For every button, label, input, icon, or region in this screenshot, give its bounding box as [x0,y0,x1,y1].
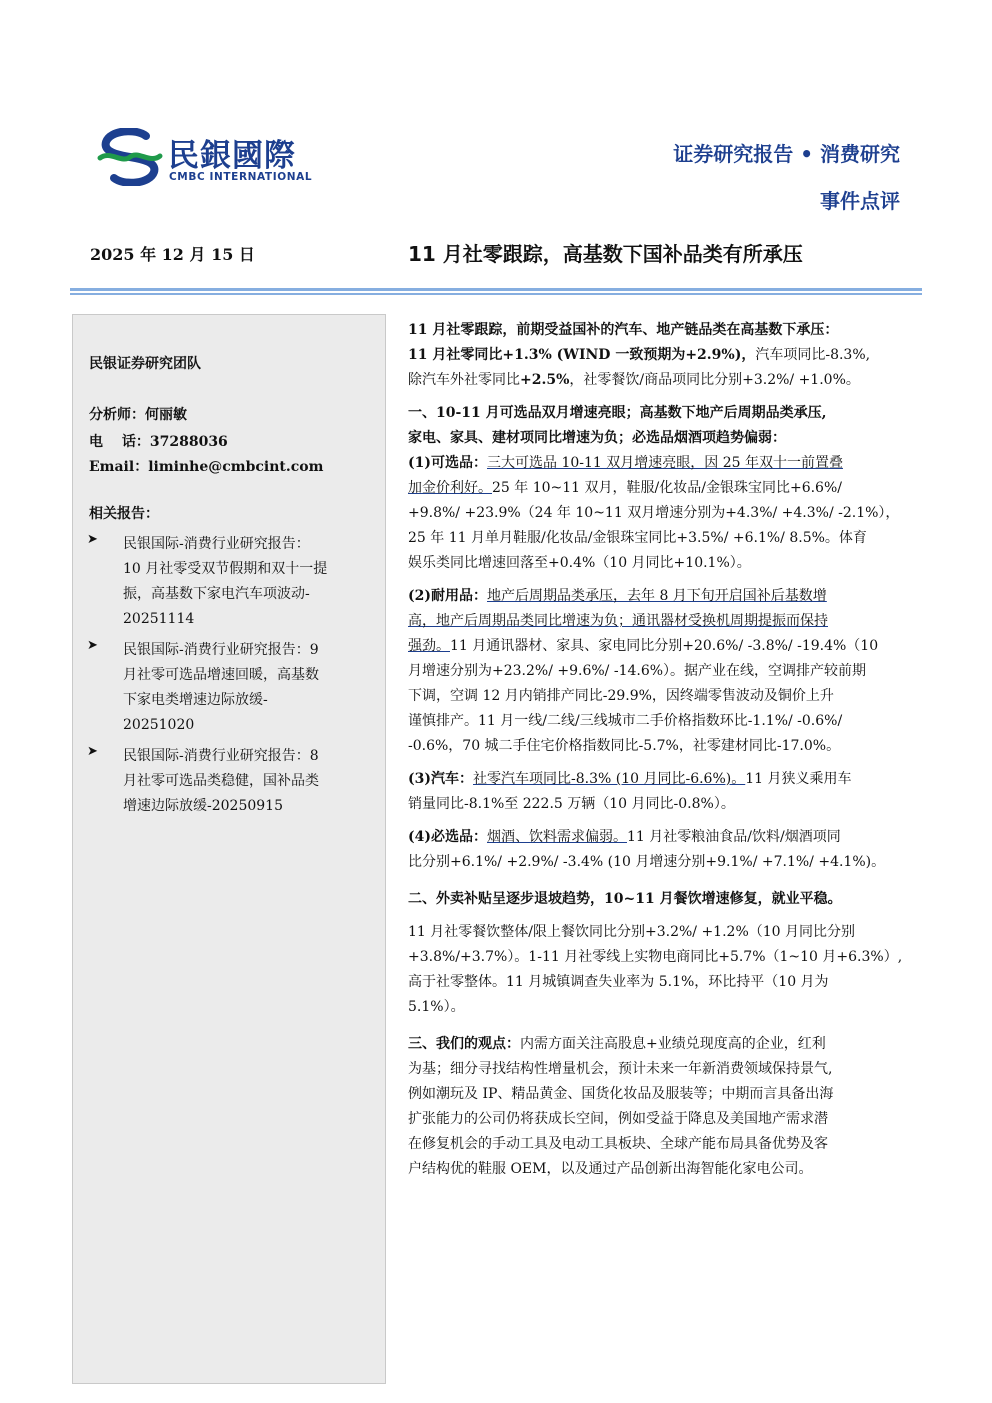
item-text: 娱乐类同比增速回落至+0.4%（10 月同比+10.1%）。 [408,555,751,571]
arrow-bullet-icon: ➤ [87,638,98,653]
item-label: (4)必选品： [408,829,487,845]
related-reports-heading: 相关报告： [89,506,159,522]
item-summary: 强劲。 [408,638,450,654]
related-report-line: 下家电类增速边际放缓- [123,692,268,708]
item-text: 11 月社零粮油食品/饮料/烟酒项同 [627,829,841,845]
section-text: 5.1%）。 [408,999,465,1015]
report-subtype: 事件点评 [820,189,900,213]
intro-line: 11 月社零跟踪，前期受益国补的汽车、地产链品类在高基数下承压： [408,322,839,338]
related-report-line: 增速边际放缓-20250915 [123,798,283,814]
item-text: 谨慎排产。11 月一线/二线/三线城市二手价格指数环比-1.1%/ -0.6%/ [408,713,843,729]
section-text: 11 月社零餐饮整体/限上餐饮同比分别+3.2%/ +1.2%（10 月同比分别 [408,924,856,940]
related-report-line: 民银国际-消费行业研究报告：8 [123,748,319,764]
report-title: 11 月社零跟踪，高基数下国补品类有所承压 [408,242,803,266]
item-summary: 社零汽车项同比-8.3% (10 月同比-6.6%)。 [473,771,746,787]
section-heading: 家电、家具、建材项同比增速为负；必选品烟酒项趋势偏弱： [408,430,786,446]
item-text: 25 年 10~11 双月，鞋服/化妆品/金银珠宝同比+6.6%/ [492,480,842,496]
item-text: 11 月狭义乘用车 [745,771,852,787]
item-text: +9.8%/ +23.9%（24 年 10~11 双月增速分别为+4.3%/ +4.3%/ -2.1%）， [408,505,900,521]
intro-text: 除汽车外社零同比 [408,372,520,388]
related-report-line: 振，高基数下家电汽车项波动- [123,586,310,602]
item-text: 下调，空调 12 月内销排产同比-29.9%，因终端零售波动及铜价上升 [408,688,834,704]
item-text: -0.6%，70 城二手住宅价格指数同比-5.7%，社零建材同比-17.0%。 [408,738,841,754]
sidebar-panel [72,314,386,1384]
section-2 [408,887,928,1020]
intro-highlight: 11 月社零同比+1.3% (WIND 一致预期为+2.9%)， [408,347,756,363]
section-heading: 二、外卖补贴呈逐步退坡趋势，10~11 月餐饮增速修复，就业平稳。 [408,891,842,907]
item-text: 销量同比-8.1%至 222.5 万辆（10 月同比-0.8%）。 [408,796,735,812]
section-text: +3.8%/+3.7%）。1-11 月社零线上实物电商同比+5.7%（1~10 月+6.3%）, [408,949,903,965]
section-text: 内需方面关注高股息+业绩兑现度高的企业，红利 [520,1036,826,1052]
brand-logo [96,128,356,188]
research-team: 民银证券研究团队 [89,356,201,372]
item-text: 月增速分别为+23.2%/ +9.6%/ -14.6%）。据产业在线，空调排产较前期 [408,663,867,679]
arrow-bullet-icon: ➤ [87,532,98,547]
related-report-line: 10 月社零受双节假期和双十一提 [123,561,328,577]
related-report-line: 月社零可选品类稳健，国补品类 [123,773,319,789]
item-text: 11 月通讯器材、家具、家电同比分别+20.6%/ -3.8%/ -19.4%（10 [450,638,879,654]
item-label: (3)汽车： [408,771,473,787]
analyst-phone: 电 话：37288036 [89,434,228,450]
section-text: 户结构优的鞋服 OEM，以及通过产品创新出海智能化家电公司。 [408,1161,813,1177]
section-1 [408,401,928,875]
brand-name-cn: 民銀國際 [168,138,296,174]
item-summary: 加金价利好。 [408,480,492,496]
section-heading: 三、我们的观点： [408,1036,520,1052]
analyst-name: 分析师：何丽敏 [89,407,187,423]
section-3 [408,1032,928,1182]
item-label: (2)耐用品： [408,588,487,604]
header-divider-secondary [70,293,922,295]
intro-paragraph [408,318,928,393]
related-report-line: 20251114 [123,611,195,627]
item-summary: 地产后周期品类承压，去年 8 月下旬开启国补后基数增 [487,588,827,604]
related-report-line: 民银国际-消费行业研究报告：9 [123,642,319,658]
item-text: 比分别+6.1%/ +2.9%/ -3.4% (10 月增速分别+9.1%/ +7.1%/ +4.1%)。 [408,854,886,870]
analyst-email[interactable]: Email：liminhe@cmbcint.com [89,459,324,475]
section-text: 为基；细分寻找结构性增量机会，预计未来一年新消费领域保持景气, [408,1061,833,1077]
report-date: 2025 年 12 月 15 日 [90,245,255,264]
section-text: 高于社零整体。11 月城镇调查失业率为 5.1%，环比持平（10 月为 [408,974,829,990]
item-summary: 三大可选品 10-11 双月增速亮眼，因 25 年双十一前置叠 [487,455,843,471]
section-heading: 一、10-11 月可选品双月增速亮眼；高基数下地产后周期品类承压, [408,405,827,421]
arrow-bullet-icon: ➤ [87,744,98,759]
brand-name-en: CMBC INTERNATIONAL [169,171,313,183]
report-type: 证券研究报告 • 消费研究 [673,142,900,166]
related-report-line: 民银国际-消费行业研究报告： [123,536,310,552]
section-text: 扩张能力的公司仍将获成长空间，例如受益于降息及美国地产需求潜 [408,1111,828,1127]
intro-highlight: +2.5% [520,372,570,388]
related-report-line: 月社零可选品增速回暖，高基数 [123,667,319,683]
item-summary: 高，地产后周期品类同比增速为负；通讯器材受换机周期提振而保持 [408,613,828,629]
related-report-line: 20251020 [123,717,195,733]
header-divider [70,288,922,291]
section-text: 在修复机会的手动工具及电动工具板块、全球产能布局具备优势及客 [408,1136,828,1152]
report-body [408,318,928,1182]
item-label: (1)可选品： [408,455,487,471]
intro-text: ，社零餐饮/商品项同比分别+3.2%/ +1.0%。 [569,372,860,388]
cmbc-logo-icon [96,128,164,186]
item-summary: 烟酒、饮料需求偏弱。 [487,829,627,845]
item-text: 25 年 11 月单月鞋服/化妆品/金银珠宝同比+3.5%/ +6.1%/ 8.5%。体育 [408,530,867,546]
intro-text: 汽车项同比-8.3%, [755,347,871,363]
section-text: 例如潮玩及 IP、精品黄金、国货化妆品及服装等；中期而言具备出海 [408,1086,834,1102]
